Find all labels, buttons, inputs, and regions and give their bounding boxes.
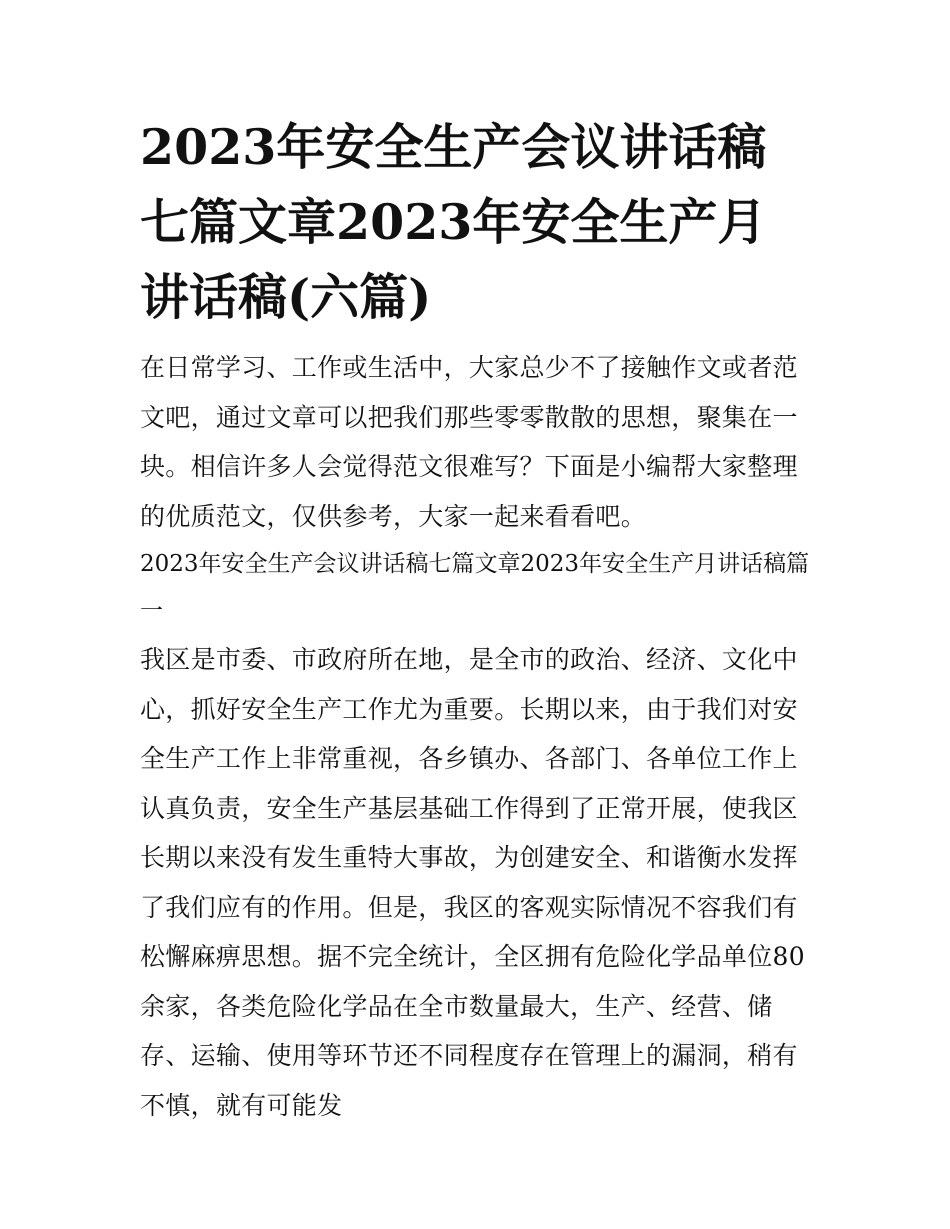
- body-paragraph: 我区是市委、市政府所在地，是全市的政治、经济、文化中心，抓好安全生产工作尤为重要。长期以来，由于我们对安全生产工作上非常重视，各乡镇办、各部门、各单位工作上认真负责，安全生产基层基础工作得到了正常开展，使我区长期以来没有发生重特大事故，为创建安全、和谐衡水发挥了我们应有的作用。但是，我区的客观实际情况不容我们有松懈麻痹思想。据不完全统计，全区拥有危险化学品单位80余家，各类危险化学品在全市数量最大，生产、经营、储存、运输、使用等环节还不同程度存在管理上的漏洞，稍有不慎，就有可能发: [140, 645, 805, 1120]
- section-heading: 2023年安全生产会议讲话稿七篇文章2023年安全生产月讲话稿篇一: [140, 551, 810, 624]
- document-page: [140, 110, 812, 1130]
- document-title: 2023年安全生产会议讲话稿七篇文章2023年安全生产月讲话稿(六篇): [140, 118, 767, 326]
- intro-paragraph: 在日常学习、工作或生活中，大家总少不了接触作文或者范文吧，通过文章可以把我们那些零零散散的思想，聚集在一块。相信许多人会觉得范文很难写？下面是小编帮大家整理的优质范文，仅供参考，大家一起来看看吧。: [140, 353, 798, 531]
